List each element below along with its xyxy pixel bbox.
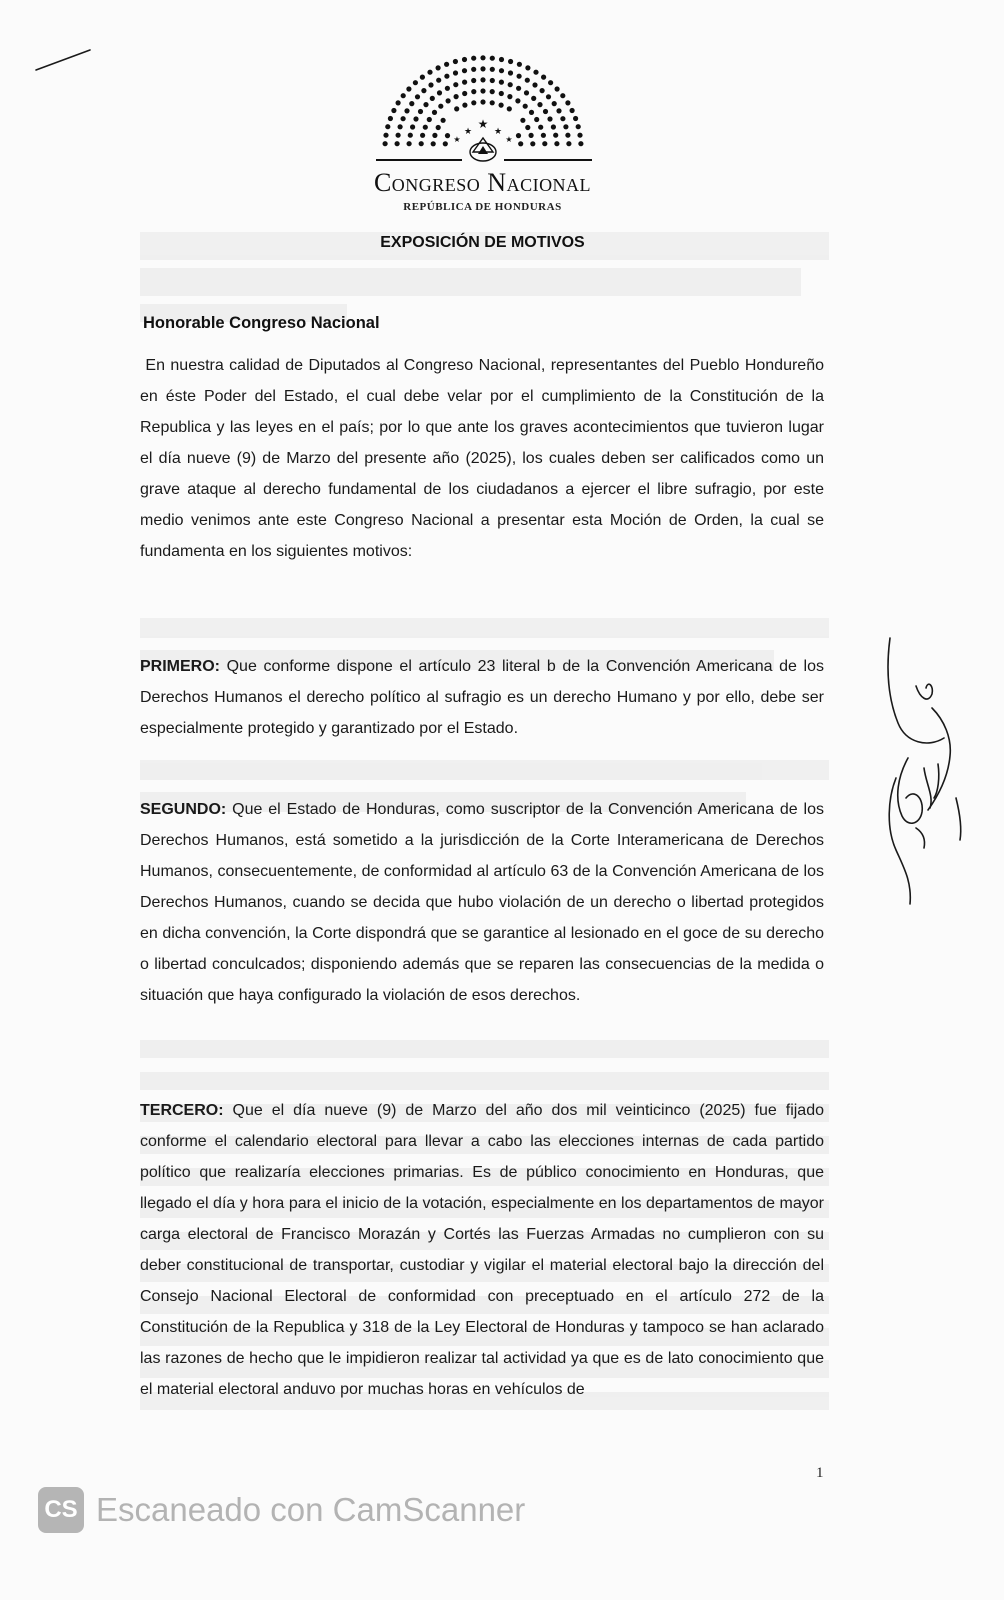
emblem-seat-dot xyxy=(507,94,512,99)
emblem-seat-dot xyxy=(415,94,420,99)
handwritten-signature xyxy=(868,628,968,918)
emblem-seat-dot xyxy=(437,90,442,95)
emblem-seat-dot xyxy=(383,133,388,138)
emblem-seat-dot xyxy=(547,116,552,121)
emblem-seat-dot xyxy=(462,57,467,62)
emblem-seat-dot xyxy=(540,88,545,93)
emblem-seat-dot xyxy=(499,57,504,62)
emblem-seat-dot xyxy=(541,133,546,138)
emblem-seat-dot xyxy=(538,125,543,130)
emblem-seat-dot xyxy=(423,125,428,130)
emblem-seat-dot xyxy=(499,68,504,73)
emblem-seat-dot xyxy=(508,82,513,87)
emblem-seat-dot xyxy=(499,103,504,108)
emblem-seat-dot xyxy=(541,75,546,80)
emblem-seat-dot xyxy=(554,141,559,146)
emblem-seat-dot xyxy=(445,86,450,91)
emblem-seat-dot xyxy=(542,141,547,146)
emblem-seat-dot xyxy=(573,116,578,121)
emblem-seat-dot xyxy=(453,82,458,87)
emblem-seat-dot xyxy=(432,133,437,138)
emblem-seat-dot xyxy=(517,62,522,67)
emblem-seat-dot xyxy=(518,141,523,146)
emblem-seat-dot xyxy=(480,77,485,82)
emblem-seat-dot xyxy=(396,100,401,105)
emblem-seat-dot xyxy=(385,124,390,129)
emblem-seat-dot xyxy=(443,141,448,146)
emblem-seat-dot xyxy=(410,124,415,129)
camscanner-logo-text: CS xyxy=(44,1496,78,1523)
emblem-seat-dot xyxy=(516,86,521,91)
emblem-seat-dot xyxy=(444,62,449,67)
emblem-seat-dot xyxy=(531,96,536,101)
emblem-seat-dot xyxy=(529,110,534,115)
svg-text:★: ★ xyxy=(477,117,489,131)
emblem-seat-dot xyxy=(418,109,423,114)
emblem-seat-dot xyxy=(552,101,557,106)
emblem-seat-dot xyxy=(516,133,521,138)
emblem-seat-dot xyxy=(453,70,458,75)
emblem-seat-dot xyxy=(525,125,530,130)
emblem-seat-dot xyxy=(421,88,426,93)
emblem-seat-dot xyxy=(453,59,458,64)
emblem-seat-dot xyxy=(565,100,570,105)
emblem-seat-dot xyxy=(490,89,495,94)
emblem-seat-dot xyxy=(480,66,485,71)
svg-text:★: ★ xyxy=(453,135,461,144)
section-tercero xyxy=(140,1095,824,1405)
document-title: EXPOSICIÓN DE MOTIVOS xyxy=(380,234,585,251)
emblem-seat-dot xyxy=(565,133,570,138)
emblem-seat-dot xyxy=(525,78,530,83)
emblem-seat-dot xyxy=(420,133,425,138)
emblem-seat-dot xyxy=(523,104,528,109)
emblem-seat-dot xyxy=(530,141,535,146)
emblem-seat-dot xyxy=(548,80,553,85)
emblem-seat-dot xyxy=(578,141,583,146)
emblem-seat-dot xyxy=(420,75,425,80)
section-primero xyxy=(140,651,824,744)
emblem-seat-dot xyxy=(480,88,485,93)
emblem-seat-dot xyxy=(428,82,433,87)
emblem-seat-dot xyxy=(407,141,412,146)
emblem-seat-dot xyxy=(551,124,556,129)
emblem-seat-dot xyxy=(401,93,406,98)
emblem-seat-dot xyxy=(462,103,467,108)
emblem-seat-dot xyxy=(556,108,561,113)
emblem-seat-dot xyxy=(441,118,446,123)
emblem-seat-dot xyxy=(537,102,542,107)
emblem-seat-dot xyxy=(520,118,525,123)
emblem-seat-dot xyxy=(480,55,485,60)
emblem-seat-dot xyxy=(436,65,441,70)
emblem-seat-dot xyxy=(413,116,418,121)
emblem-seat-dot xyxy=(553,133,558,138)
emblem-seat-dot xyxy=(436,125,441,130)
section-segundo xyxy=(140,794,824,1011)
emblem-seat-dot xyxy=(401,116,406,121)
section-text: Que el día nueve (9) de Marzo del año dos mil veinticinco (2025) fue fijado conforme el calendario electoral para llevar a cabo las elecciones internas de cada partido político que realizaría elecciones primarias. Es de público conocimiento en Honduras, que llegado el día y hora para el inicio de la votación, especialmente en los departamentos de mayor carga electoral de Francisco Morazán y Cortés las Fuerzas Armadas no cumplieron con su deber constitucional de transportar, custodiar y vigilar el material electoral bajo la dirección del Consejo Nacional Electoral de conformidad con preceptuado en el artículo 272 de la Constitución de la Republica y 318 de la Ley Electoral de Honduras y tampoco se han aclarado las razones de hecho que le impidieron realizar tal actividad ya que es de lato conocimiento que el material electoral anduvo por muchas horas en vehículos de xyxy=(140,1102,824,1398)
emblem-seat-dot xyxy=(508,70,513,75)
emblem-seat-dot xyxy=(446,98,451,103)
section-lead: TERCERO: xyxy=(140,1102,224,1119)
emblem-seat-dot xyxy=(444,74,449,79)
emblem-seat-dot xyxy=(577,133,582,138)
svg-text:★: ★ xyxy=(463,127,473,137)
emblem-seat-dot xyxy=(388,116,393,121)
emblem-seat-dot xyxy=(445,133,450,138)
emblem-seat-dot xyxy=(499,91,504,96)
emblem-seat-dot xyxy=(570,108,575,113)
section-lead: SEGUNDO: xyxy=(140,801,227,818)
emblem-seat-dot xyxy=(406,86,411,91)
emblem-seat-dot xyxy=(413,80,418,85)
emblem-seat-dot xyxy=(431,141,436,146)
emblem-seat-dot xyxy=(432,110,437,115)
emblem-seat-dot xyxy=(391,108,396,113)
emblem-seat-dot xyxy=(490,100,495,105)
emblem-seat-dot xyxy=(409,101,414,106)
addressee: Honorable Congreso Nacional xyxy=(143,314,380,332)
section-text: Que el Estado de Honduras, como suscriptor de la Convención Americana de los Derechos Humanos, está sometido a la jurisdicción de la Corte Interamericana de Derechos Humanos, consecuentemente, de conformidad al artículo 63 de la Convención Americana de los Derechos Humanos, cuando se decida que hubo violación de un derecho o libertad protegidos en dicha convención, la Corte dispondrá que se garantice al lesionado en el goce de su derecho o libertad conculcados; disponiendo además que se reparen las consecuencias de la medida o situación que haya configurado la violación de esos derechos. xyxy=(140,801,824,1004)
emblem-seat-dot xyxy=(404,108,409,113)
emblem-seat-dot xyxy=(576,124,581,129)
emblem-seat-dot xyxy=(534,117,539,122)
emblem-seat-dot xyxy=(490,78,495,83)
emblem-seat-dot xyxy=(490,56,495,61)
emblem-seat-dot xyxy=(533,70,538,75)
emblem-seat-dot xyxy=(454,94,459,99)
emblem-seat-dot xyxy=(508,59,513,64)
emblem-seat-dot xyxy=(471,56,476,61)
emblem-seat-dot xyxy=(555,86,560,91)
emblem-seat-dot xyxy=(454,106,459,111)
emblem-seat-dot xyxy=(430,96,435,101)
emblem-seat-dot xyxy=(471,89,476,94)
emblem-seat-dot xyxy=(398,124,403,129)
emblem-seat-dot xyxy=(395,141,400,146)
emblem-seat-dot xyxy=(532,82,537,87)
emblem-seat-dot xyxy=(507,106,512,111)
emblem-seat-dot xyxy=(560,93,565,98)
emblem-seat-dot xyxy=(471,67,476,72)
emblem-seat-dot xyxy=(427,70,432,75)
intro-paragraph xyxy=(140,350,824,567)
camscanner-logo-icon xyxy=(38,1487,84,1533)
emblem-seat-dot xyxy=(419,141,424,146)
camscanner-watermark xyxy=(38,1487,525,1533)
pen-stroke-mark xyxy=(34,46,94,76)
emblem-seat-dot xyxy=(563,124,568,129)
emblem-seat-dot xyxy=(566,141,571,146)
institution-name: Congreso Nacional xyxy=(373,168,592,197)
emblem-seat-dot xyxy=(525,65,530,70)
institution-subtitle: REPÚBLICA DE HONDURAS xyxy=(403,201,562,213)
emblem-seat-dot xyxy=(471,100,476,105)
emblem-seat-dot xyxy=(436,78,441,83)
svg-text:★: ★ xyxy=(493,127,503,137)
emblem-seat-dot xyxy=(462,68,467,73)
emblem-seat-dot xyxy=(427,117,432,122)
emblem-seat-dot xyxy=(543,109,548,114)
emblem-seat-dot xyxy=(383,141,388,146)
section-lead: PRIMERO: xyxy=(140,658,220,675)
section-text: Que conforme dispone el artículo 23 literal b de la Convención Americana de los Derechos Humanos el derecho político al sufragio es un derecho Humano y por ello, debe ser especialmente protegido y garantizado por el Estado. xyxy=(140,658,824,737)
emblem-seat-dot xyxy=(517,74,522,79)
page-number: 1 xyxy=(816,1465,824,1481)
emblem-seat-dot xyxy=(560,116,565,121)
emblem-seat-dot xyxy=(546,94,551,99)
emblem-seat-dot xyxy=(499,80,504,85)
emblem-seat-dot xyxy=(462,80,467,85)
emblem-seat-dot xyxy=(490,67,495,72)
intro-text: En nuestra calidad de Diputados al Congreso Nacional, representantes del Pueblo Hondureño en éste Poder del Estado, el cual debe velar por el cumplimiento de la Constitución de la Republica y las leyes en el país; por lo que ante los graves acontecimientos que tuvieron lugar el día nueve (9) de Marzo del presente año (2025), los cuales deben ser calificados como un grave ataque al derecho fundamental de los ciudadanos a ejercer el libre sufragio, por este medio venimos ante este Congreso Nacional a presentar esta Moción de Orden, la cual se fundamenta en los siguientes motivos: xyxy=(140,357,824,560)
emblem-seat-dot xyxy=(408,133,413,138)
emblem-seat-dot xyxy=(515,98,520,103)
emblem-seat-dot xyxy=(438,104,443,109)
camscanner-text: Escaneado con CamScanner xyxy=(96,1491,526,1528)
emblem-seat-dot xyxy=(529,133,534,138)
emblem-seat-dot xyxy=(396,133,401,138)
emblem-seat-dot xyxy=(423,102,428,107)
emblem-seat-dot xyxy=(462,91,467,96)
emblem-seat-dot xyxy=(471,78,476,83)
congress-emblem-logo xyxy=(370,48,600,168)
svg-text:★: ★ xyxy=(505,135,513,144)
emblem-seat-dot xyxy=(524,90,529,95)
emblem-seat-dot xyxy=(480,99,485,104)
